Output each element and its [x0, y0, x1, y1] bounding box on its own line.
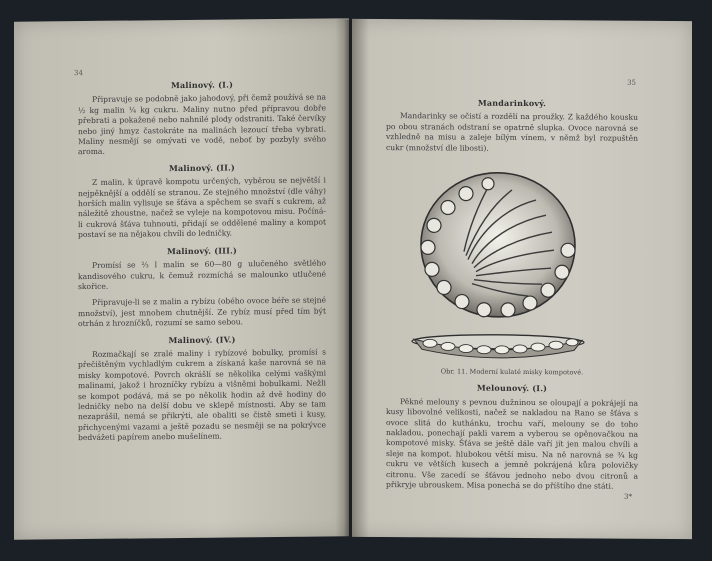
- paragraph: Rozmačkají se zralé maliny i rybízové bobulky, promísí s přečištěným vychladlým cukrem a získaná kaše narovná se na misky kompotové. Povrch okrášlí se několika celými vaškými malinami, jakož i hrozníčky rybízu a višněmi bobulkami. Nežli se kompot podává, má se po několik hodin až dvě hodiny do ledničky nebo na delší dobu ve sklepě místnosti. Aby se tam nezaprášil, nemá se přikrýti, ale obaliti se čistě smeti i kusy, přichycenými vazami a ještě pozadu se nesměji se na pokrývce bedvážeti papírem anebo mušelínem.: [78, 347, 326, 443]
- section-heading: Malinový. (IV.): [168, 333, 236, 345]
- section-heading: Malinový. (III.): [166, 245, 237, 256]
- right-text-column: [386, 91, 638, 498]
- paragraph: Připravuje se podobně jako jahodový, při čemž používá se na ½ kg malin ¼ kg cukru. Maliny nutno před přípravou dobře přebrati a pokažené nebo nahnilé plody odstraniti. Také červíky nebo jiný hmyz častokráte na malinách lezoucí třeba vybrati. Maliny nesmějí se omývati ve vodě, neboť by pozbyly svého aroma.: [78, 92, 326, 157]
- paragraph: Mandarinky se očistí a rozdělí na proužky. Z každého kousku po obou stranách odstraní se opatrně slupka. Ovoce narovná se vzhledně na misu a zaleje bílým vínem, v němž byl rozpuštěn cukr (množství dle libosti).: [386, 111, 638, 153]
- paragraph: Pěkné melouny s pevnou dužninou se oloupají a pokrájejí na kusy libovolné velikosti, načež se nakladou na Rano se šťáva s ovoce slitá do kuthánku, trochu vaří, melouny se do toho nakladou, ponechají pakli varem a vyberou se opěnovačkou na kompotové misky. Šťáva se ještě dále vaří jít jen malou chvíli a sleje na kompot. hlubokou větší misu. Na ně narovná se ³⁄₄ kg cukru ve větších kusech a jemně pokrájená kůra polovičky citronu. Vše zacedí se šťávou jednoho nebo dvou citronů a přikryje ubrouskem. Misa ponechá se do příštího dne státi.: [386, 396, 638, 491]
- figure-caption: Obr. 11. Moderní kulaté misky kompotové.: [440, 367, 584, 377]
- compote-bowl-illustration: [386, 159, 638, 366]
- bowl-side-view: [412, 334, 584, 358]
- paragraph: Připravuje-li se z malin a rybízu (obého ovoce béře se stejné množství), jest mnohem chutnější. Ze rybíz musí před tím být otrhán z hrozníčků, rozumí se samo sebou.: [78, 295, 326, 329]
- page-number-right: 35: [627, 78, 636, 87]
- section-heading: Malinový. (I.): [170, 79, 234, 91]
- paragraph: Promísí se ⅔ l malin se 60—80 g ulučeného světlého kandisového cukru, k čemuž rozmíchá se malounko utlučené skořice.: [78, 258, 326, 291]
- page-number-left: 34: [74, 69, 83, 78]
- right-page: [352, 19, 692, 539]
- left-page: [14, 18, 349, 540]
- left-text-column: [78, 72, 326, 449]
- section-heading: Melounový. (I.): [476, 383, 548, 394]
- open-book: [14, 20, 696, 538]
- bowl-drawing: [386, 159, 638, 366]
- paragraph: Z malin, k úpravě kompotu určených, vyběrou se největší i nejpěknější a oddělí se stranou. Ze stejného množství (dle váhy) horších malin vylisuje se šťáva a spěchem se svaří s cukrem, až náležitě zhoustne, načež se vyleje na kompotovou misu. Počíná-li cukrová šťáva tuhnouti, přidají se oddělené maliny a kompot postaví se na nějakou chvíli do ledničky.: [78, 175, 326, 240]
- section-heading: Mandarinkový.: [477, 97, 547, 109]
- signature-mark: 3*: [624, 492, 632, 501]
- section-heading: Malinový. (II.): [168, 162, 236, 173]
